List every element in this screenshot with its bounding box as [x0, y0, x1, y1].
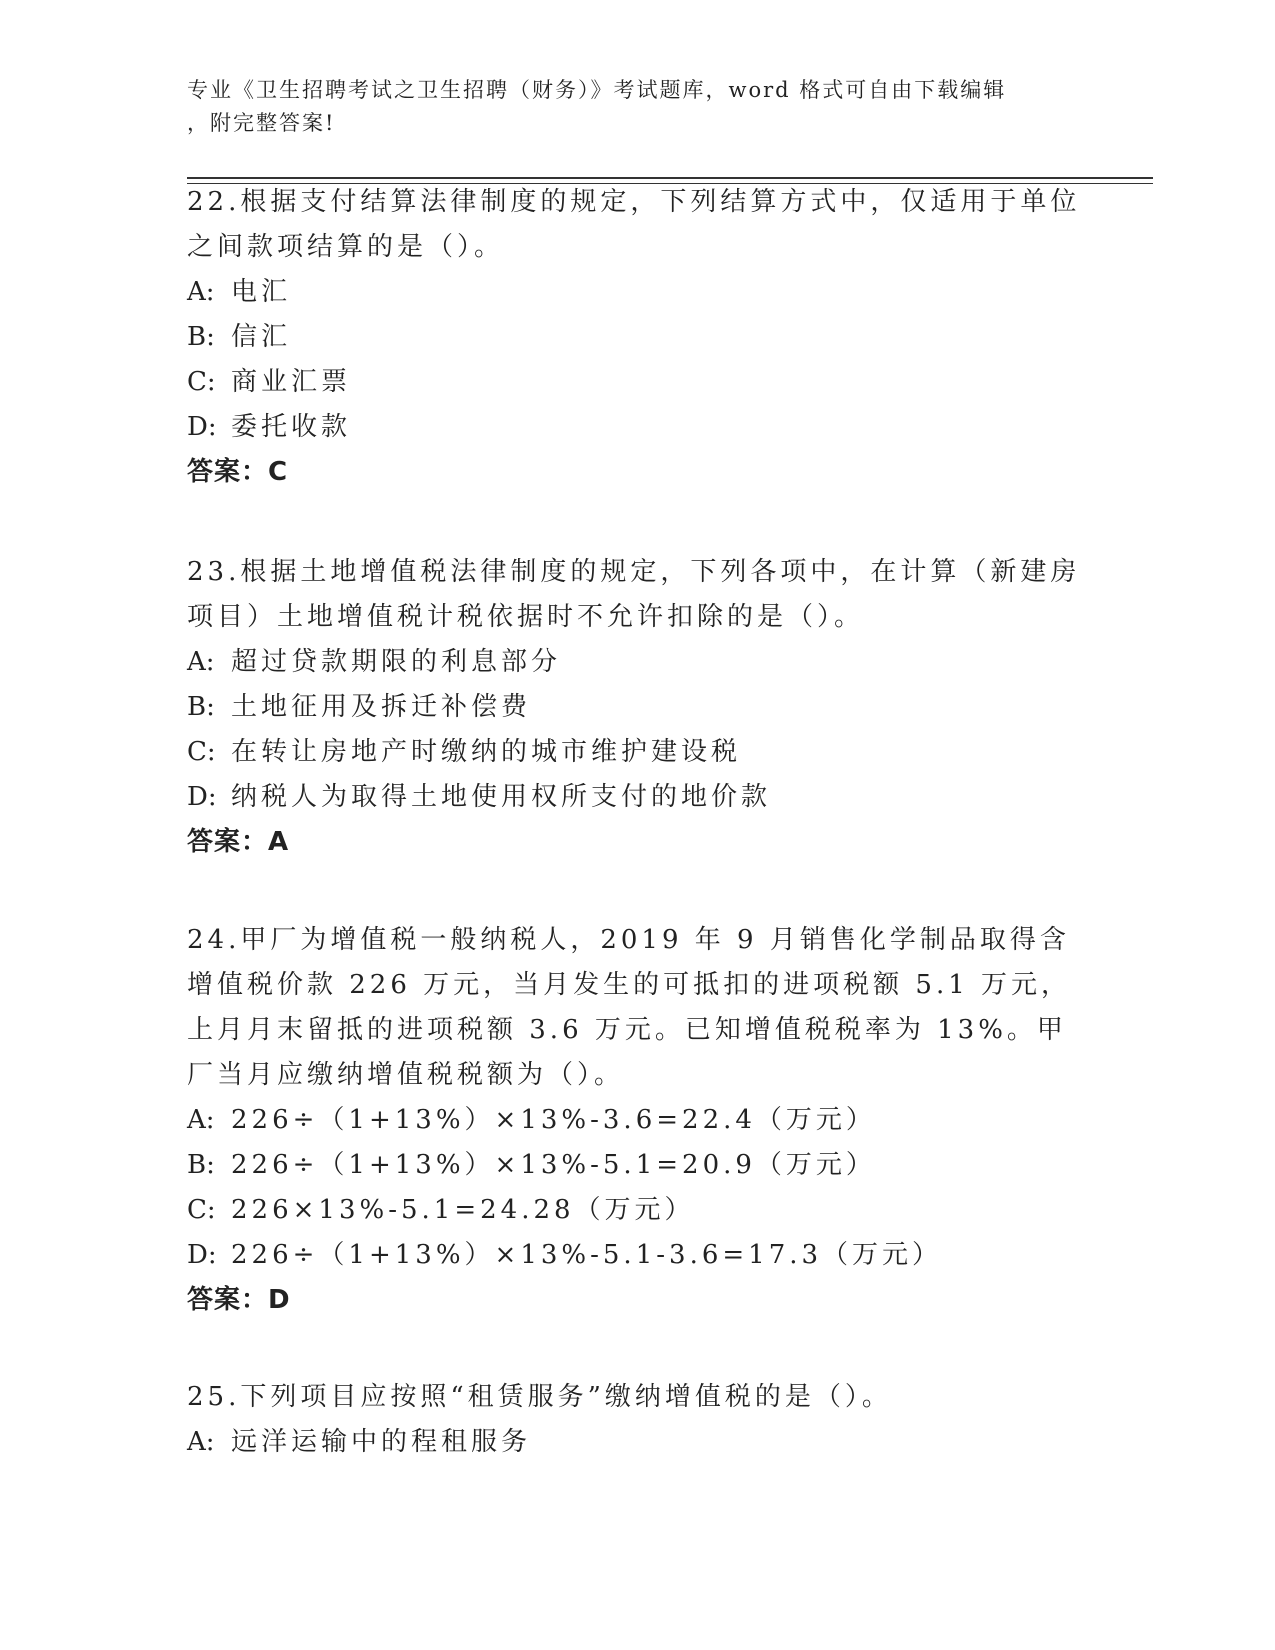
option-a: A: 226÷（1+13%）×13%-3.6=22.4（万元）: [187, 1105, 876, 1135]
header-line-1: 专业《卫生招聘考试之卫生招聘（财务）》考试题库，word 格式可自由下载编辑: [187, 78, 1007, 102]
question-24: [187, 918, 1087, 1323]
option-c: C: 商业汇票: [187, 367, 352, 397]
option-b: B: 信汇: [187, 322, 292, 352]
option-b: B: 土地征用及拆迁补偿费: [187, 692, 532, 722]
question-stem: 23.根据土地增值税法律制度的规定，下列各项中，在计算（新建房项目）土地增值税计税依据时不允许扣除的是（）。: [187, 557, 1081, 632]
option-d: D: 委托收款: [187, 412, 352, 442]
option-d: D: 纳税人为取得土地使用权所支付的地价款: [187, 782, 772, 812]
option-a: A: 远洋运输中的程租服务: [187, 1427, 532, 1457]
answer: 答案：C: [187, 457, 289, 487]
question-stem: 25.下列项目应按照“租赁服务”缴纳增值税的是（）。: [187, 1382, 892, 1412]
option-b: B: 226÷（1+13%）×13%-5.1=20.9（万元）: [187, 1150, 876, 1180]
question-25: [187, 1375, 1087, 1465]
option-c: C: 在转让房地产时缴纳的城市维护建设税: [187, 737, 742, 767]
question-stem: 22.根据支付结算法律制度的规定，下列结算方式中，仅适用于单位之间款项结算的是（）。: [187, 187, 1081, 262]
answer: 答案：A: [187, 827, 290, 857]
header-divider: [187, 177, 1153, 179]
document-header: [187, 74, 1067, 140]
question-stem: 24.甲厂为增值税一般纳税人，2019 年 9 月销售化学制品取得含增值税价款 226 万元，当月发生的可抵扣的进项税额 5.1 万元，上月月末留抵的进项税额 3.6 万元。已知增值税税率为 13%。甲厂当月应缴纳增值税税额为（）。: [187, 925, 1072, 1090]
header-line-2: ，附完整答案!: [187, 111, 336, 135]
option-c: C: 226×13%-5.1=24.28（万元）: [187, 1195, 695, 1225]
option-a: A: 超过贷款期限的利息部分: [187, 647, 562, 677]
option-a: A: 电汇: [187, 277, 292, 307]
option-d: D: 226÷（1+13%）×13%-5.1-3.6=17.3（万元）: [187, 1240, 943, 1270]
answer: 答案：D: [187, 1285, 291, 1315]
question-22: [187, 180, 1087, 495]
question-23: [187, 550, 1087, 865]
